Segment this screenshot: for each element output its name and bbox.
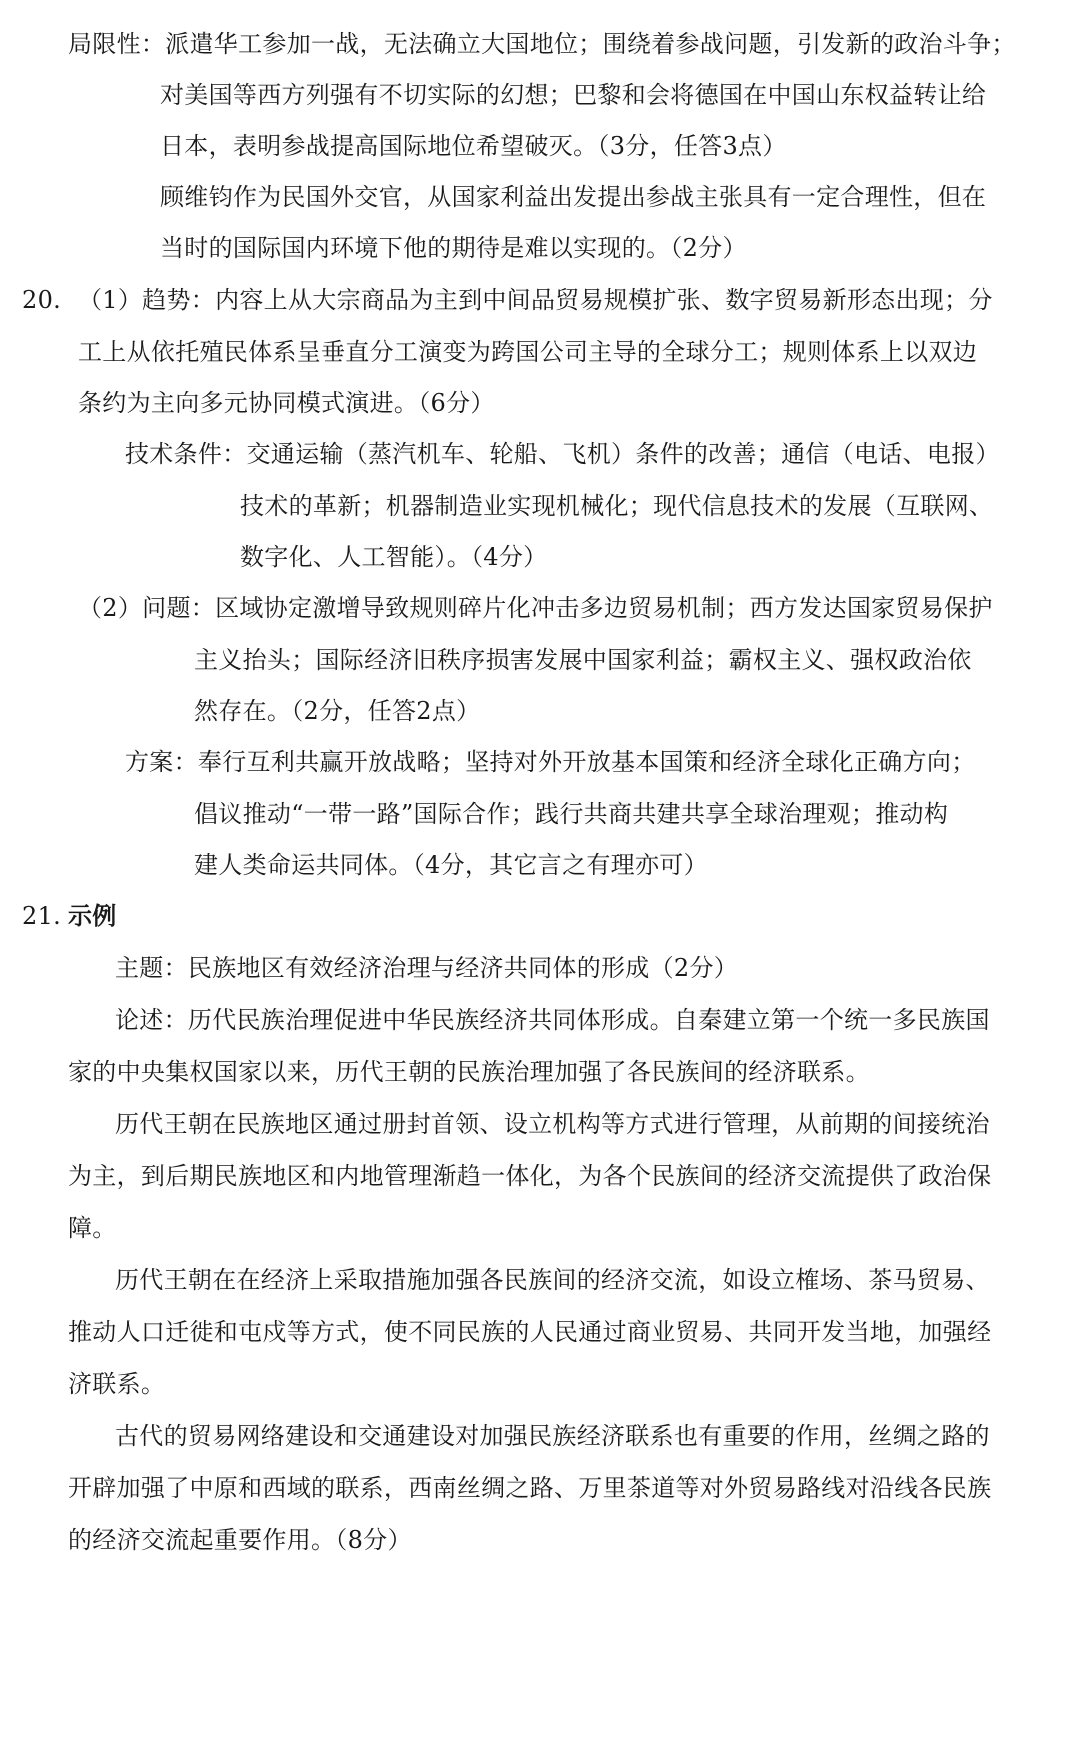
q19-evaluation-line-1: 顾维钧作为民国外交官，从国家利益出发提出参战主张具有一定合理性，但在 bbox=[160, 183, 987, 211]
q20-number: 20. bbox=[22, 286, 62, 314]
q21-para1-line-2: 为主，到后期民族地区和内地管理渐趋一体化，为各个民族间的经济交流提供了政治保 bbox=[68, 1162, 992, 1190]
q21-para2-line-3: 济联系。 bbox=[68, 1370, 166, 1398]
q20-part2-line-3: 然存在。（2分，任答2点） bbox=[194, 697, 481, 725]
q19-limitation-line-1 bbox=[68, 28, 1016, 60]
q20-plan-line-2: 倡议推动“一带一路”国际合作；践行共商共建共享全球治理观；推动构 bbox=[194, 800, 949, 828]
q20-part1-text-1: 内容上从大宗商品为主到中间品贸易规模扩张、数字贸易新形态出现；分 bbox=[215, 286, 993, 314]
q20-part2-label: （2）问题： bbox=[78, 594, 216, 622]
q20-tech-line-1 bbox=[125, 438, 1000, 470]
q21-para1-line-1: 历代王朝在民族地区通过册封首领、设立机构等方式进行管理，从前期的间接统治 bbox=[115, 1110, 990, 1138]
q19-limitation-line-3: 日本，表明参战提高国际地位希望破灭。（3分，任答3点） bbox=[160, 132, 787, 160]
q20-part1-label: （1）趋势： bbox=[78, 286, 216, 314]
q21-para2-line-2: 推动人口迁徙和屯戍等方式，使不同民族的人民通过商业贸易、共同开发当地，加强经 bbox=[68, 1318, 992, 1346]
q19-limitation-text-1: 派遣华工参加一战，无法确立大国地位；围绕着参战问题，引发新的政治斗争； bbox=[165, 30, 1016, 58]
q21-para2-line-1: 历代王朝在在经济上采取措施加强各民族间的经济交流，如设立榷场、茶马贸易、 bbox=[115, 1266, 990, 1294]
q21-para3-line-2: 开辟加强了中原和西域的联系，西南丝绸之路、万里茶道等对外贸易路线对沿线各民族 bbox=[68, 1474, 992, 1502]
q21-para3-line-1: 古代的贸易网络建设和交通建设对加强民族经济联系也有重要的作用，丝绸之路的 bbox=[115, 1422, 990, 1450]
q20-plan-line-1 bbox=[125, 746, 976, 778]
q20-part2-line-2: 主义抬头；国际经济旧秩序损害发展中国家利益；霸权主义、强权政治依 bbox=[194, 646, 972, 674]
q21-example-heading: 示例 bbox=[68, 901, 117, 930]
q20-part1-line-2: 工上从依托殖民体系呈垂直分工演变为跨国公司主导的全球分工；规则体系上以双边 bbox=[78, 338, 978, 366]
q21-theme: 主题：民族地区有效经济治理与经济共同体的形成（2分） bbox=[115, 954, 739, 982]
q20-plan-label: 方案： bbox=[125, 748, 198, 776]
q20-part2-text-1: 区域协定激增导致规则碎片化冲击多边贸易机制；西方发达国家贸易保护 bbox=[215, 594, 993, 622]
q21-number: 21. bbox=[22, 902, 62, 930]
q21-para3-line-3: 的经济交流起重要作用。（8分） bbox=[68, 1526, 412, 1554]
q21-argument-line-2: 家的中央集权国家以来，历代王朝的民族治理加强了各民族间的经济联系。 bbox=[68, 1058, 870, 1086]
q20-tech-line-2: 技术的革新；机器制造业实现机械化；现代信息技术的发展（互联网、 bbox=[240, 492, 994, 520]
q20-tech-line-3: 数字化、人工智能）。（4分） bbox=[240, 543, 548, 571]
q19-limitation-line-2: 对美国等西方列强有不切实际的幻想；巴黎和会将德国在中国山东权益转让给 bbox=[160, 81, 987, 109]
q20-part2-line-1 bbox=[78, 592, 993, 624]
q20-tech-label: 技术条件： bbox=[125, 440, 247, 468]
q21-argument-line-1: 论述：历代民族治理促进中华民族经济共同体形成。自秦建立第一个统一多民族国 bbox=[115, 1006, 990, 1034]
q20-part1-line-3: 条约为主向多元协同模式演进。（6分） bbox=[78, 389, 495, 417]
q19-evaluation-line-2: 当时的国际国内环境下他的期待是难以实现的。（2分） bbox=[160, 234, 747, 262]
q21-para1-line-3: 障。 bbox=[68, 1214, 117, 1242]
q20-plan-line-3: 建人类命运共同体。（4分，其它言之有理亦可） bbox=[194, 851, 708, 879]
q20-part1-line-1 bbox=[78, 284, 993, 316]
q20-plan-text-1: 奉行互利共赢开放战略；坚持对外开放基本国策和经济全球化正确方向； bbox=[197, 748, 976, 776]
q20-tech-text-1: 交通运输（蒸汽机车、轮船、飞机）条件的改善；通信（电话、电报） bbox=[246, 440, 1000, 468]
q19-limitation-label: 局限性： bbox=[68, 30, 166, 58]
